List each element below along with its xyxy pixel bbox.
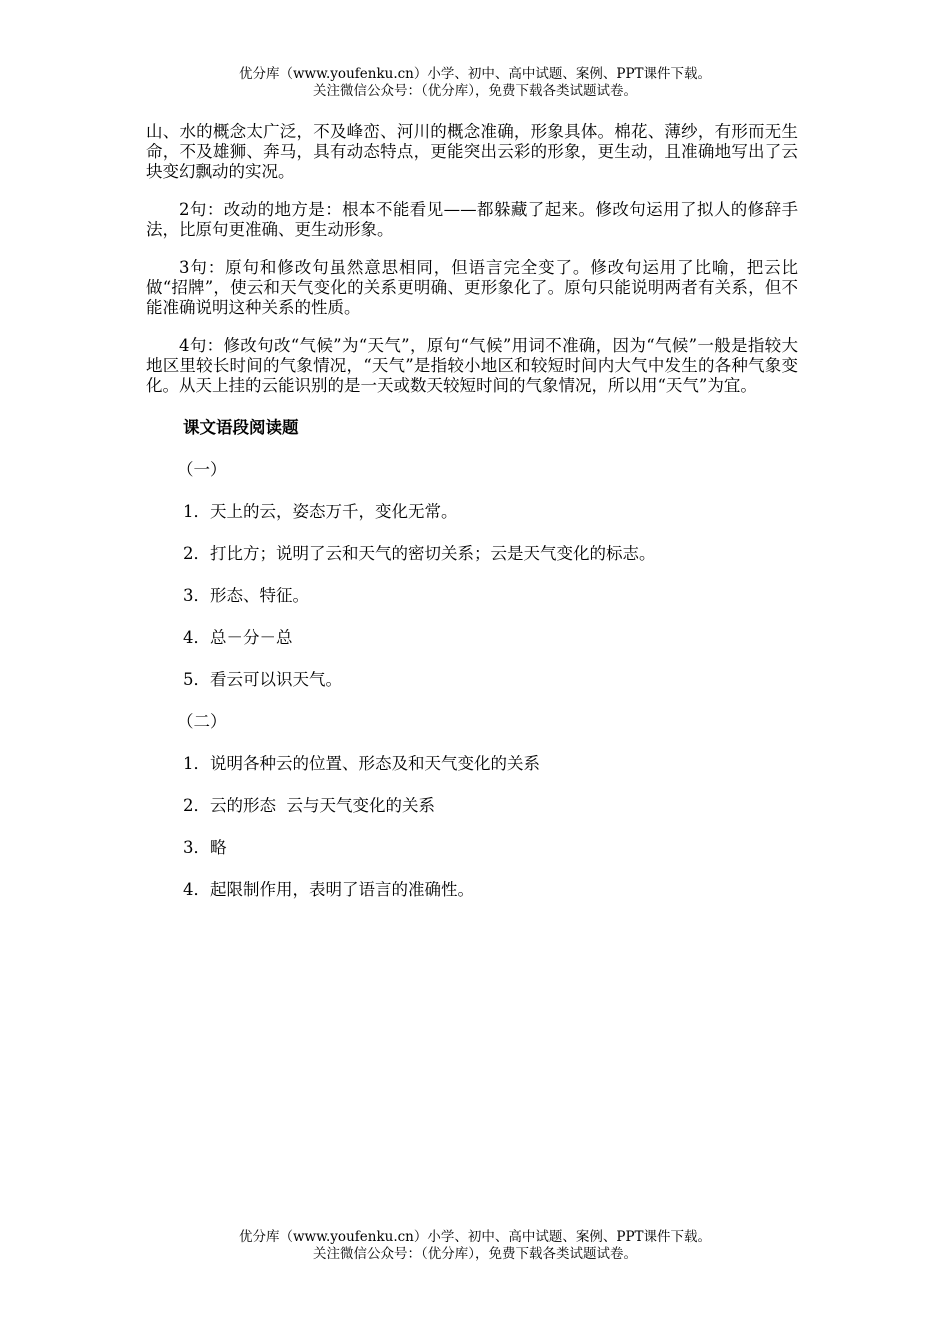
answer-item: 4．起限制作用，表明了语言的准确性。	[183, 880, 474, 899]
answer-item: 1．说明各种云的位置、形态及和天气变化的关系	[183, 754, 540, 773]
answer-item: 1．天上的云，姿态万千，变化无常。	[183, 502, 458, 521]
part-2-label: （二）	[177, 712, 227, 731]
page-header	[0, 66, 950, 100]
answer-item: 3．略	[183, 838, 227, 857]
document-body	[146, 122, 798, 900]
answer-item: 3．形态、特征。	[183, 586, 309, 605]
answer-item: 2．云的形态 云与天气变化的关系	[183, 796, 435, 815]
header-line-1: 优分库（www.youfenku.cn）小学、初中、高中试题、案例、PPT课件下载。	[238, 66, 712, 82]
part-1-label: （一）	[177, 460, 227, 479]
footer-line-2: 关注微信公众号：（优分库），免费下载各类试题试卷。	[313, 1246, 637, 1262]
paragraph-continuation: 山、水的概念太广泛，不及峰峦、河川的概念准确，形象具体。棉花、薄纱，有形而无生命，不及雄狮、奔马，具有动态特点，更能突出云彩的形象，更生动，且准确地写出了云块变幻飘动的实况。	[146, 122, 798, 181]
page-footer	[0, 1229, 950, 1263]
paragraph-sentence-3: 3句：原句和修改句虽然意思相同，但语言完全变了。修改句运用了比喻，把云比做“招牌”，使云和天气变化的关系更明确、更形象化了。原句只能说明两者有关系，但不能准确说明这种关系的性质。	[146, 258, 798, 317]
header-line-2: 关注微信公众号：（优分库），免费下载各类试题试卷。	[313, 83, 637, 99]
footer-line-1: 优分库（www.youfenku.cn）小学、初中、高中试题、案例、PPT课件下载。	[238, 1229, 712, 1245]
paragraph-sentence-2: 2句：改动的地方是：根本不能看见——都躲藏了起来。修改句运用了拟人的修辞手法，比原句更准确、更生动形象。	[146, 200, 798, 239]
paragraph-sentence-4: 4句：修改句改“气候”为“天气”，原句“气候”用词不准确，因为“气候”一般是指较大地区里较长时间的气象情况，“天气”是指较小地区和较短时间内大气中发生的各种气象变化。从天上挂的云能识别的是一天或数天较短时间的气象情况，所以用“天气”为宜。	[146, 336, 798, 395]
answer-item: 5．看云可以识天气。	[183, 670, 342, 689]
answer-item: 4．总－分－总	[183, 628, 293, 647]
section-title: 课文语段阅读题	[183, 418, 299, 437]
answer-item: 2．打比方；说明了云和天气的密切关系；云是天气变化的标志。	[183, 544, 656, 563]
